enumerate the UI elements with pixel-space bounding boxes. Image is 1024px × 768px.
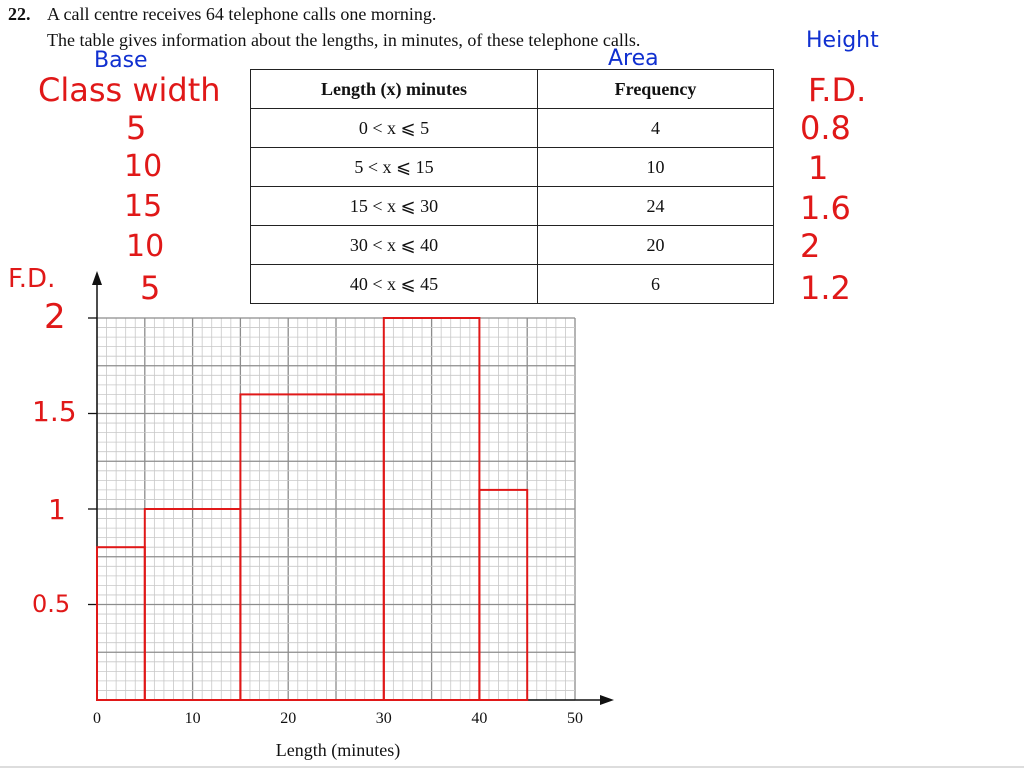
question-line-2: The table gives information about the lengths, in minutes, of these telephone calls.: [47, 30, 641, 50]
fd-axis-note: F.D.: [8, 264, 56, 294]
x-tick-label: 30: [375, 710, 392, 727]
fd-value: 0.8: [800, 109, 851, 147]
height-note: Height: [806, 28, 879, 53]
header-length: Length (x) minutes: [251, 70, 538, 109]
base-note: Base: [94, 48, 148, 73]
fd-value: 2: [800, 227, 821, 265]
frequency-cell: 10: [538, 148, 774, 187]
class-width-value: 10: [124, 149, 163, 184]
class-width-value: 15: [124, 189, 163, 224]
interval-cell: 5 < x ⩽ 15: [251, 148, 538, 187]
y-tick-note: 1.5: [32, 395, 77, 428]
header-frequency: Frequency: [538, 70, 774, 109]
frequency-cell: 20: [538, 226, 774, 265]
x-tick-label: 40: [471, 710, 488, 727]
x-tick-label: 0: [93, 710, 101, 727]
class-width-value: 10: [126, 229, 165, 264]
area-note: Area: [608, 46, 659, 71]
question-number: 22.: [8, 4, 31, 24]
tick-labels: [93, 710, 583, 727]
interval-cell: 0 < x ⩽ 5: [251, 109, 538, 148]
y-tick-note: 0.5: [32, 590, 71, 618]
class-width-value: 5: [140, 269, 161, 307]
x-axis-title: Length (minutes): [275, 740, 401, 760]
frequency-cell: 4: [538, 109, 774, 148]
question-line-1: A call centre receives 64 telephone calls one morning.: [47, 4, 437, 24]
fd-value: 1: [808, 149, 829, 187]
class-width-note: Class width: [38, 71, 221, 109]
x-tick-label: 50: [567, 710, 583, 727]
x-axis-arrow-icon: [600, 695, 614, 705]
y-axis-arrow-icon: [92, 271, 102, 285]
frequency-cell: 24: [538, 187, 774, 226]
interval-cell: 30 < x ⩽ 40: [251, 226, 538, 265]
x-tick-label: 10: [184, 710, 201, 727]
interval-cell: 40 < x ⩽ 45: [251, 265, 538, 304]
fd-header-note: F.D.: [808, 71, 867, 109]
x-tick-label: 20: [280, 710, 297, 727]
axes: [92, 271, 614, 705]
y-tick-note: 1: [48, 493, 66, 526]
fd-value: 1.2: [800, 269, 851, 307]
tick-marks: [88, 318, 97, 605]
fd-value: 1.6: [800, 189, 851, 227]
class-width-value: 5: [126, 109, 147, 147]
frequency-cell: 6: [538, 265, 774, 304]
y-tick-note: 2: [44, 297, 66, 337]
interval-cell: 15 < x ⩽ 30: [251, 187, 538, 226]
